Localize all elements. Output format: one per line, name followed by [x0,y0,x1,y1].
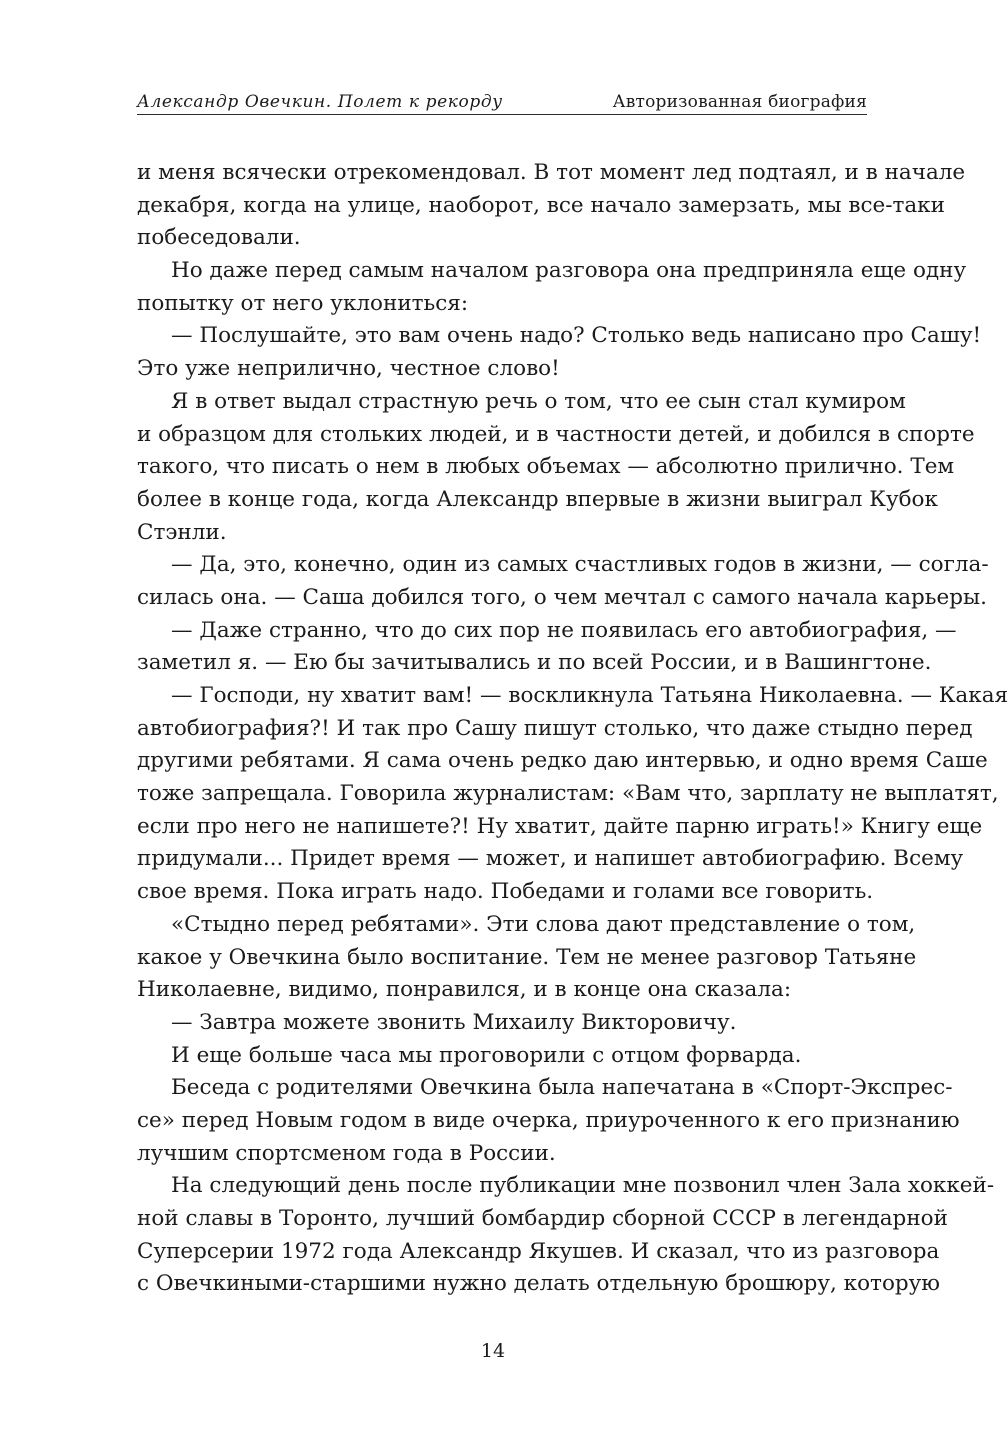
text-line: — Послушайте, это вам очень надо? Столько ведь написано про Сашу! [171,323,982,349]
text-line: Я в ответ выдал страстную речь о том, что ее сын стал кумиром [171,388,906,414]
text-line: и образцом для стольких людей, и в частности детей, и добился в спорте [137,421,975,447]
text-line: и меня всячески отрекомендовал. В тот момент лед подтаял, и в начале [137,160,966,185]
text-line: такого, что писать о нем в любых объемах — абсолютно прилично. Тем [137,454,955,480]
text-line: се» перед Новым годом в виде очерка, приуроченного к его признанию [137,1107,960,1133]
book-title-header: Александр Овечкин. Полет к рекорду [137,92,503,112]
text-line: — Даже странно, что до сих пор не появилась его автобиография, — [171,617,957,643]
text-line: Николаевне, видимо, понравился, и в конце она сказала: [137,977,792,1003]
book-subtitle-header: Авторизованная биография [612,92,867,112]
text-line: Суперсерии 1972 года Александр Якушев. И сказал, что из разговора [137,1238,940,1264]
text-line: если про него не напишете?! Ну хватит, дайте парню играть!» Книгу еще [137,813,983,839]
text-line: с Овечкиными-старшими нужно делать отдельную брошюру, которую [137,1271,941,1297]
text-line: силась она. — Саша добился того, о чем мечтал с самого начала карьеры. [137,584,987,610]
text-line: придумали... Придет время — может, и напишет автобиографию. Всему [137,846,964,872]
text-line: ной славы в Торонто, лучший бомбардир сборной СССР в легендарной [137,1206,948,1231]
text-line: свое время. Пока играть надо. Победами и голами все говорить. [137,879,874,905]
text-line: На следующий день после публикации мне позвонил член Зала хоккей- [171,1173,995,1199]
text-line: тоже запрещала. Говорила журналистам: «Вам что, зарплату не выплатят, [137,781,999,807]
page-number: 14 [480,1340,506,1362]
text-line: Но даже перед самым началом разговора она предприняла еще одну [171,258,967,284]
text-line: Беседа с родителями Овечкина была напечатана в «Спорт-Экспрес- [171,1075,953,1101]
text-line: — Завтра можете звонить Михаилу Викторовичу. [171,1009,737,1035]
body-text [137,157,1008,1301]
text-line: декабря, когда на улице, наоборот, все начало замерзать, мы все-таки [137,192,945,218]
text-line: заметил я. — Ею бы зачитывались и по всей России, и в Вашингтоне. [137,650,932,676]
text-line: попытку от него уклониться: [137,290,469,316]
text-line: Это уже неприлично, честное слово! [137,356,560,382]
text-line: другими ребятами. Я сама очень редко даю интервью, и одно время Саше [137,748,988,774]
text-line: какое у Овечкина было воспитание. Тем не менее разговор Татьяне [137,944,917,970]
running-header [137,90,867,115]
text-line: автобиография?! И так про Сашу пишут столько, что даже стыдно перед [137,715,973,741]
text-line: — Господи, ну хватит вам! — воскликнула Татьяна Николаевна. — Какая [171,683,1008,708]
text-line: И еще больше часа мы проговорили с отцом форварда. [171,1042,802,1068]
text-line: лучшим спортсменом года в России. [137,1140,556,1166]
text-line: более в конце года, когда Александр впервые в жизни выиграл Кубок [137,486,938,512]
text-line: «Стыдно перед ребятами». Эти слова дают представление о том, [171,911,916,937]
text-line: побеседовали. [137,225,301,251]
text-line: — Да, это, конечно, один из самых счастливых годов в жизни, — согла- [171,552,989,578]
text-line: Стэнли. [137,519,227,545]
